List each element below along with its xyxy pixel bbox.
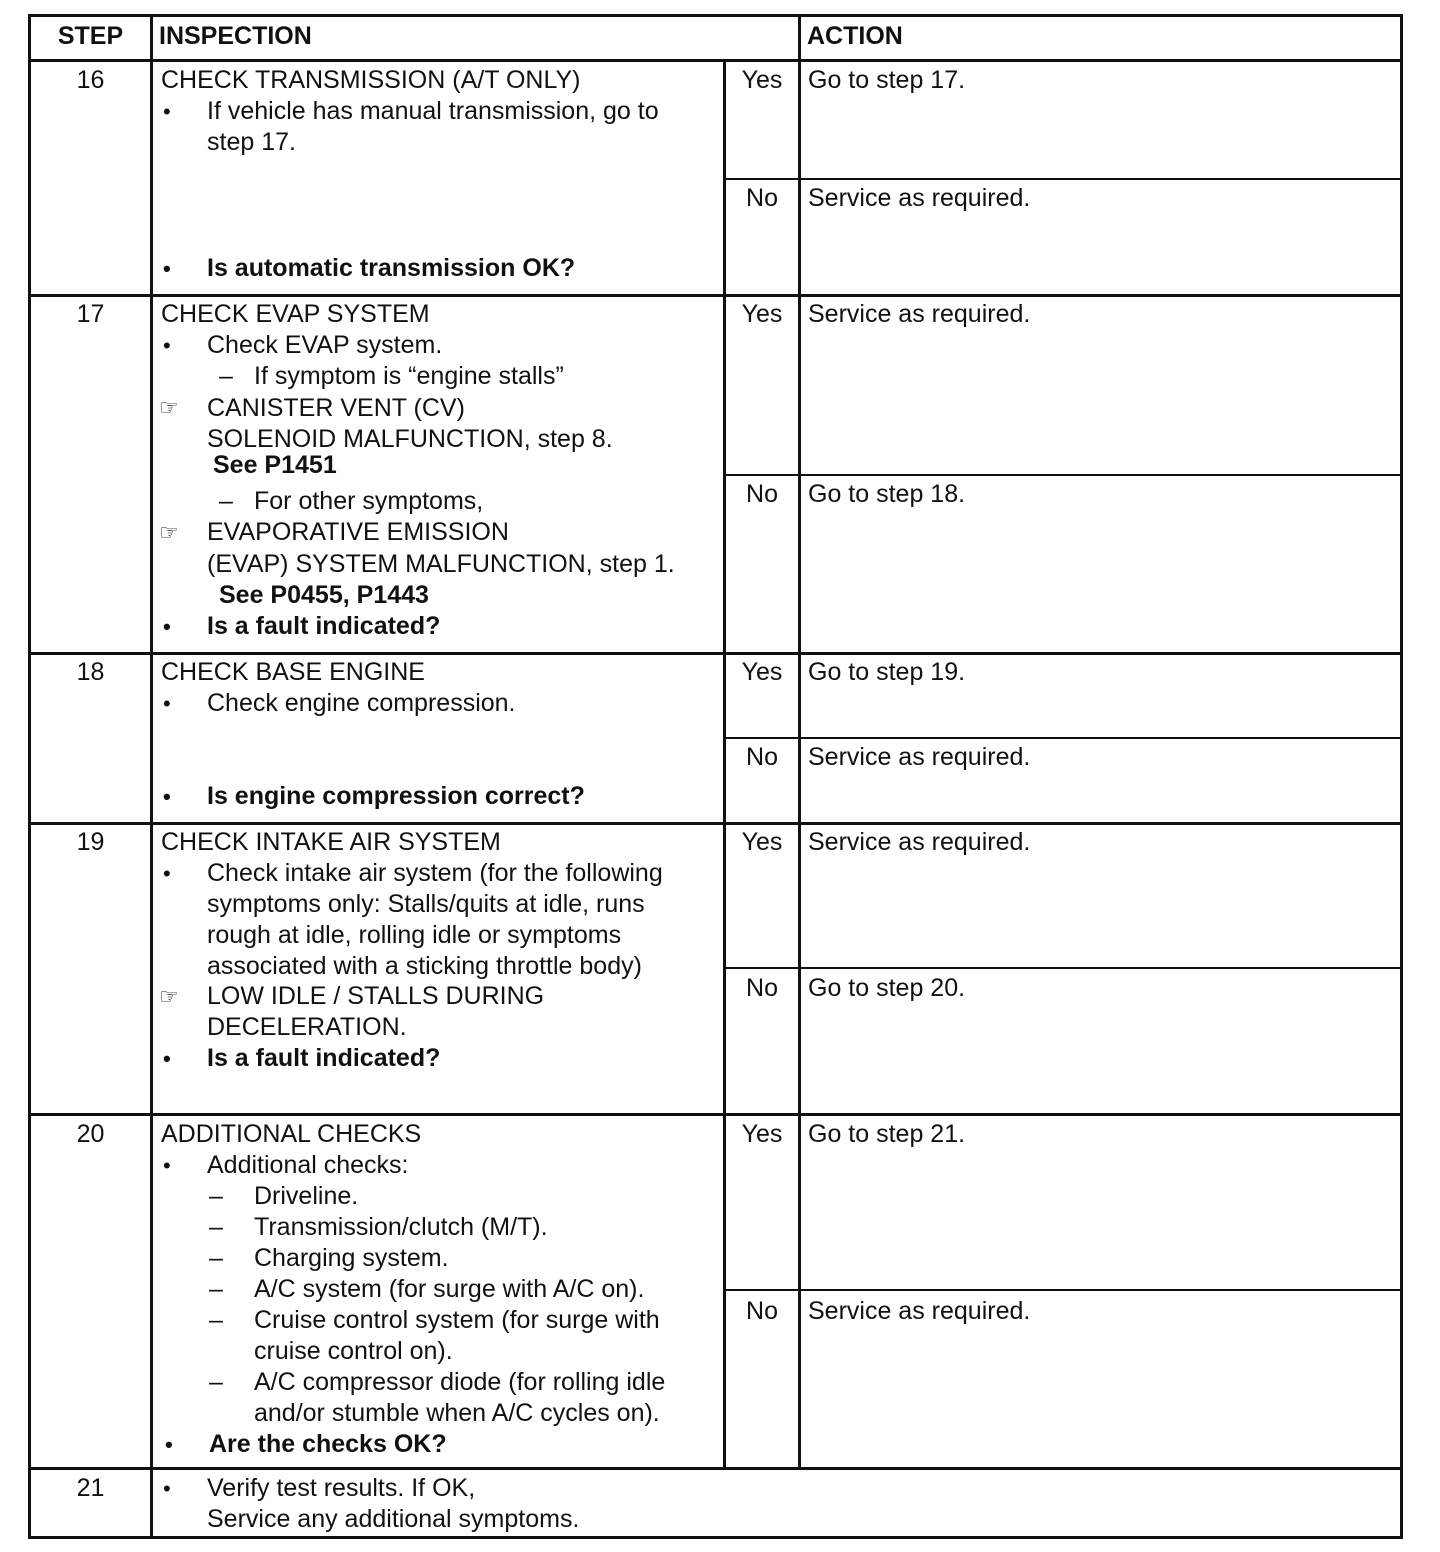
reference-text: EVAPORATIVE EMISSION <box>207 518 509 546</box>
action-yes: Go to step 17. <box>808 66 966 94</box>
pointing-hand-icon: ☞ <box>159 395 179 420</box>
action-yes: Service as required. <box>808 828 1031 856</box>
bullet-text: • Check EVAP system. <box>207 330 442 361</box>
dash-text: Cruise control system (for surge with <box>254 1306 660 1334</box>
answer-no: No <box>746 184 778 212</box>
action-no: Service as required. <box>808 743 1031 771</box>
action-no: Go to step 20. <box>808 974 966 1002</box>
answer-yes: Yes <box>741 300 783 328</box>
step-question: • Are the checks OK? <box>209 1429 447 1460</box>
step-question: • Is automatic transmission OK? <box>207 253 575 284</box>
row17-divider <box>31 652 1400 655</box>
dash-text: For other symptoms, <box>254 487 484 515</box>
reference-text: LOW IDLE / STALLS DURING <box>207 982 545 1010</box>
answer-no: No <box>746 974 778 1002</box>
step-number: 19 <box>76 828 105 856</box>
pointing-hand-icon: ☞ <box>159 520 179 545</box>
action-yes: Service as required. <box>808 300 1031 328</box>
step-number: 16 <box>76 66 105 94</box>
pointing-hand-icon: ☞ <box>159 984 179 1009</box>
step-number: 17 <box>76 300 105 328</box>
col-divider-step <box>150 17 153 1536</box>
answer-yes: Yes <box>741 66 783 94</box>
bullet-text: • Check engine compression. <box>207 688 516 719</box>
step-title: ADDITIONAL CHECKS <box>161 1120 422 1148</box>
step-title: CHECK EVAP SYSTEM <box>161 300 430 328</box>
answer-yes: Yes <box>741 658 783 686</box>
see-reference: See P0455, P1443 <box>219 581 429 609</box>
see-reference: See P1451 <box>213 451 337 479</box>
bullet-text-cont: step 17. <box>207 128 296 156</box>
dash-item: – <box>209 1182 223 1210</box>
bullet-text: • Check intake air system (for the following <box>207 858 663 889</box>
step-question: • Is a fault indicated? <box>207 611 440 642</box>
action-yes: Go to step 19. <box>808 658 966 686</box>
step-number: 20 <box>76 1120 105 1148</box>
dash-item: – <box>209 1306 223 1334</box>
step-title: CHECK INTAKE AIR SYSTEM <box>161 828 501 856</box>
row18-divider <box>31 822 1400 825</box>
step-number: 21 <box>76 1474 105 1502</box>
row19-divider <box>31 1113 1400 1116</box>
reference-text: CANISTER VENT (CV) <box>207 394 465 422</box>
answer-no: No <box>746 480 778 508</box>
row18-yesno-divider <box>723 737 1400 739</box>
row20-yesno-divider <box>723 1289 1400 1291</box>
dash-text: Charging system. <box>254 1244 449 1272</box>
dash-item: – <box>209 1275 223 1303</box>
row19-yesno-divider <box>723 967 1400 969</box>
action-no: Service as required. <box>808 1297 1031 1325</box>
reference-text-cont: SOLENOID MALFUNCTION, step 8. <box>207 425 613 453</box>
step-number: 18 <box>76 658 105 686</box>
dash-text: Driveline. <box>254 1182 359 1210</box>
bullet-text-cont: Service any additional symptoms. <box>207 1505 580 1533</box>
row17-yesno-divider <box>723 474 1400 476</box>
dash-item: – <box>209 1244 223 1272</box>
bullet-text-cont: associated with a sticking throttle body) <box>207 952 642 980</box>
bullet-text: • Additional checks: <box>207 1150 409 1181</box>
answer-no: No <box>746 743 778 771</box>
row20-divider <box>31 1467 1400 1470</box>
reference-text-cont: DECELERATION. <box>207 1013 407 1041</box>
bullet-text-cont: rough at idle, rolling idle or symptoms <box>207 921 622 949</box>
step-question: • Is engine compression correct? <box>207 781 585 812</box>
dash-item: – <box>209 1368 223 1396</box>
bullet-text: • If vehicle has manual transmission, go to <box>207 96 659 127</box>
step-title: CHECK BASE ENGINE <box>161 658 425 686</box>
dash-text-cont: cruise control on). <box>254 1337 453 1365</box>
dash-text-cont: and/or stumble when A/C cycles on). <box>254 1399 660 1427</box>
answer-no: No <box>746 1297 778 1325</box>
row16-divider <box>31 294 1400 297</box>
dash-item: – <box>219 362 233 390</box>
bullet-text-cont: symptoms only: Stalls/quits at idle, runs <box>207 890 645 918</box>
step-question: • Is a fault indicated? <box>207 1043 440 1074</box>
action-no: Service as required. <box>808 184 1031 212</box>
action-yes: Go to step 21. <box>808 1120 966 1148</box>
bullet-text: • Verify test results. If OK, <box>207 1473 475 1504</box>
answer-yes: Yes <box>741 1120 783 1148</box>
col-divider-action <box>798 17 801 1469</box>
dash-item: – <box>209 1213 223 1241</box>
header-divider <box>31 59 1400 62</box>
step-title: CHECK TRANSMISSION (A/T ONLY) <box>161 66 581 94</box>
answer-yes: Yes <box>741 828 783 856</box>
dash-item: – <box>219 487 233 515</box>
diagnostic-table <box>28 14 1403 1539</box>
header-step: STEP <box>57 22 124 50</box>
header-inspection: INSPECTION <box>159 22 312 50</box>
action-no: Go to step 18. <box>808 480 966 508</box>
dash-text: A/C system (for surge with A/C on). <box>254 1275 645 1303</box>
row16-yesno-divider <box>723 178 1400 180</box>
dash-text: If symptom is “engine stalls” <box>254 362 564 390</box>
reference-text-cont: (EVAP) SYSTEM MALFUNCTION, step 1. <box>207 550 675 578</box>
dash-text: A/C compressor diode (for rolling idle <box>254 1368 666 1396</box>
dash-text: Transmission/clutch (M/T). <box>254 1213 548 1241</box>
header-action: ACTION <box>807 22 903 50</box>
